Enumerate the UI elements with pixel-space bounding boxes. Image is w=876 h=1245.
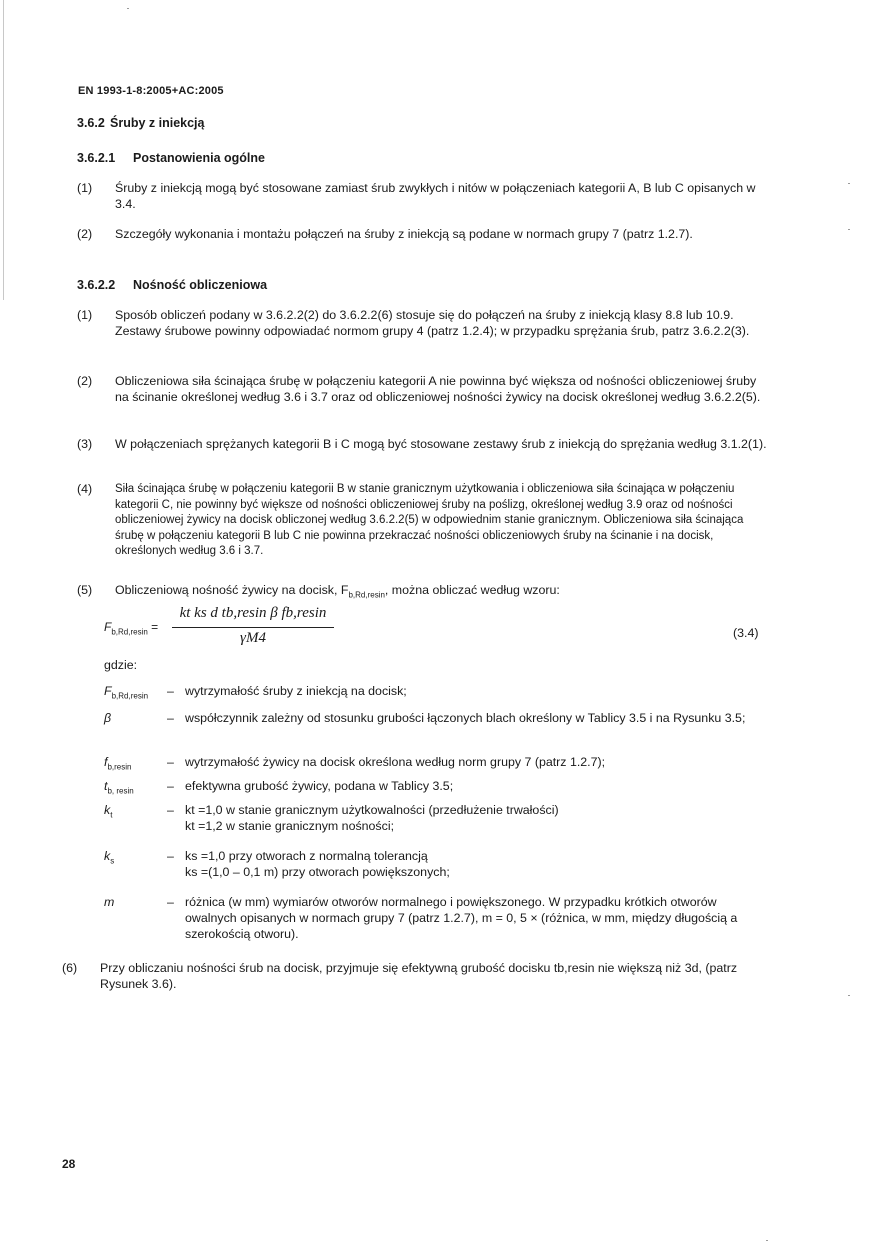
equation-number: (3.4) bbox=[733, 626, 759, 640]
definition-line: ks =1,0 przy otworach z normalną tolerancją bbox=[185, 849, 428, 863]
paragraph-number: (4) bbox=[77, 482, 93, 496]
formula-fraction bbox=[172, 605, 334, 647]
paragraph-text: Sposób obliczeń podany w 3.6.2.2(2) do 3.6.2.2(6) stosuje się do połączeń na śruby z iniekcją klasy 8.8 lub 10.9. Zestawy śrubowe powinny odpowiadać normom grupy 4 (patrz 1.2.4); w przypadku sprężania śrub, patrz 3.6.2.2(3). bbox=[115, 308, 750, 338]
section-title: Śruby z iniekcją bbox=[110, 116, 205, 130]
definition-row bbox=[104, 754, 769, 772]
page-number: 28 bbox=[62, 1157, 76, 1171]
section-heading bbox=[77, 116, 204, 130]
paragraph-text: Przy obliczaniu nośności śrub na docisk, przyjmuje się efektywną grubość docisku tb,resin nie większą niż 3d, (patrz Rysunek 3.6). bbox=[100, 961, 738, 991]
symbol-base: m bbox=[104, 895, 115, 909]
definition-row bbox=[104, 802, 769, 838]
paragraph-number: (1) bbox=[77, 181, 93, 195]
definition-text: wytrzymałość żywicy na docisk określona według norm grupy 7 (patrz 1.2.7); bbox=[185, 755, 606, 769]
paragraph-text: Siła ścinająca śrubę w połączeniu kategorii B w stanie granicznym użytkowania i obliczeniowa siła ścinająca w połączeniu kategorii C, nie powinny być większe od nośności obliczeniowej śruby na poślizg, określonej według 3.9 oraz od nośności obliczeniowej żywicy na docisk obliczonej według 3.6.2.2(5) w odpowiednim stanie granicznym. Obliczeniowa siła ścinająca śrubę w połączeniu kategorii B lub C nie powinna przekraczać nośności obliczeniowych śruby na ścinanie i na docisk, określonych według 3.6 i 3.7. bbox=[115, 483, 744, 557]
formula-equals: = bbox=[147, 620, 159, 634]
definition-symbol bbox=[104, 710, 111, 726]
definition-dash: – bbox=[167, 803, 174, 817]
symbol-base: F bbox=[104, 684, 112, 698]
subsection-number: 3.6.2.2 bbox=[77, 278, 116, 292]
paragraph-number: (2) bbox=[77, 374, 93, 388]
definition-symbol bbox=[104, 754, 131, 775]
definition-text: efektywna grubość żywicy, podana w Tablicy 3.5; bbox=[185, 779, 454, 793]
symbol-subscript: b,resin bbox=[107, 762, 132, 772]
definition-line: kt =1,2 w stanie granicznym nośności; bbox=[185, 819, 395, 833]
paragraph bbox=[77, 436, 767, 470]
paragraph-number: (6) bbox=[62, 961, 78, 975]
definition-text: różnica (w mm) wymiarów otworów normalnego i powiększonego. W przypadku krótkich otworów owalnych opisanych w normach grupy 7 (patrz 1.2.7), m = 0, 5 × (różnica, w mm, między długością a szerokością otworu). bbox=[185, 895, 738, 941]
definition-dash: – bbox=[167, 895, 174, 909]
paragraph-text: W połączeniach sprężanych kategorii B i C mogą być stosowane zestawy śrub z iniekcją do sprężania według 3.1.2(1). bbox=[115, 437, 767, 451]
subsection-number: 3.6.2.1 bbox=[77, 151, 116, 165]
definition-dash: – bbox=[167, 779, 174, 793]
definition-text: wytrzymałość śruby z iniekcją na docisk; bbox=[185, 684, 407, 698]
subsection-heading bbox=[77, 278, 267, 292]
definition-row bbox=[104, 683, 769, 701]
paragraph bbox=[77, 180, 767, 214]
definition-row bbox=[104, 894, 769, 944]
paragraph-text: Śruby z iniekcją mogą być stosowane zamiast śrub zwykłych i nitów w połączeniach kategorii A, B lub C opisanych w 3.4. bbox=[115, 181, 756, 211]
formula-lhs bbox=[104, 620, 158, 636]
symbol-subscript: b, resin bbox=[107, 786, 134, 796]
section-number: 3.6.2 bbox=[77, 116, 105, 130]
paragraph-text bbox=[115, 582, 767, 603]
paragraph-text: Szczegóły wykonania i montażu połączeń na śruby z iniekcją są podane w normach grupy 7 (patrz 1.2.7). bbox=[115, 227, 693, 241]
definition-dash: – bbox=[167, 755, 174, 769]
scan-speck bbox=[848, 183, 850, 184]
paragraph bbox=[77, 582, 767, 600]
text-subscript: b,Rd,resin bbox=[348, 590, 385, 600]
scan-speck bbox=[127, 8, 129, 9]
definition-symbol bbox=[104, 802, 112, 823]
subsection-title: Postanowienia ogólne bbox=[133, 151, 265, 165]
definition-line: ks =(1,0 – 0,1 m) przy otworach powiększonych; bbox=[185, 865, 450, 879]
fraction-bar bbox=[172, 627, 334, 628]
definition-text bbox=[185, 802, 769, 834]
definition-dash: – bbox=[167, 849, 174, 863]
scan-speck bbox=[848, 229, 850, 230]
text-part: , można obliczać według wzoru: bbox=[384, 583, 560, 597]
scan-speck bbox=[848, 995, 850, 996]
formula-denominator: γM4 bbox=[240, 630, 266, 646]
paragraph-number: (2) bbox=[77, 227, 93, 241]
definition-row bbox=[104, 848, 769, 884]
paragraph bbox=[77, 226, 767, 260]
definition-symbol bbox=[104, 778, 134, 799]
paragraph bbox=[62, 960, 767, 994]
definition-symbol bbox=[104, 848, 114, 869]
paragraph bbox=[77, 373, 767, 423]
formula-numerator: kt ks d tb,resin β fb,resin bbox=[179, 605, 327, 621]
standard-header: EN 1993-1-8:2005+AC:2005 bbox=[78, 85, 224, 97]
paragraph bbox=[77, 307, 767, 357]
definition-dash: – bbox=[167, 684, 174, 698]
scan-edge-line bbox=[3, 0, 4, 300]
symbol-base: f bbox=[104, 755, 108, 769]
subsection-title: Nośność obliczeniowa bbox=[133, 278, 268, 292]
definition-text: współczynnik zależny od stosunku grubości łączonych blach określony w Tablicy 3.5 i na Rysunku 3.5; bbox=[185, 711, 746, 725]
definition-dash: – bbox=[167, 711, 174, 725]
definition-symbol bbox=[104, 683, 148, 704]
paragraph bbox=[77, 482, 767, 568]
definition-row bbox=[104, 778, 769, 796]
scan-speck bbox=[766, 1240, 768, 1241]
paragraph-number: (5) bbox=[77, 583, 93, 597]
definition-row bbox=[104, 710, 769, 744]
symbol-subscript: s bbox=[110, 856, 115, 866]
definition-symbol bbox=[104, 894, 114, 910]
symbol-base: k bbox=[104, 849, 111, 863]
symbol-base: β bbox=[104, 711, 112, 725]
subsection-heading bbox=[77, 151, 265, 165]
text-part: Obliczeniową nośność żywicy na docisk, F bbox=[115, 583, 349, 597]
symbol-base: t bbox=[104, 779, 108, 793]
symbol-subscript: b,Rd,resin bbox=[111, 691, 149, 701]
paragraph-text: Obliczeniowa siła ścinająca śrubę w połączeniu kategorii A nie powinna być większa od nośności obliczeniowej śruby na ścinanie określonej według 3.6 i 3.7 oraz od obliczeniowej nośności żywicy na docisk określonej według 3.6.2.2(5). bbox=[115, 374, 761, 404]
where-label: gdzie: bbox=[104, 658, 138, 672]
paragraph-number: (3) bbox=[77, 437, 93, 451]
definition-text bbox=[185, 848, 769, 880]
formula-symbol: F bbox=[104, 620, 112, 634]
symbol-base: k bbox=[104, 803, 111, 817]
formula-subscript: b,Rd,resin bbox=[111, 627, 148, 637]
definition-line: kt =1,0 w stanie granicznym użytkowalności (przedłużenie trwałości) bbox=[185, 803, 559, 817]
symbol-subscript: t bbox=[110, 810, 113, 820]
paragraph-number: (1) bbox=[77, 308, 93, 322]
